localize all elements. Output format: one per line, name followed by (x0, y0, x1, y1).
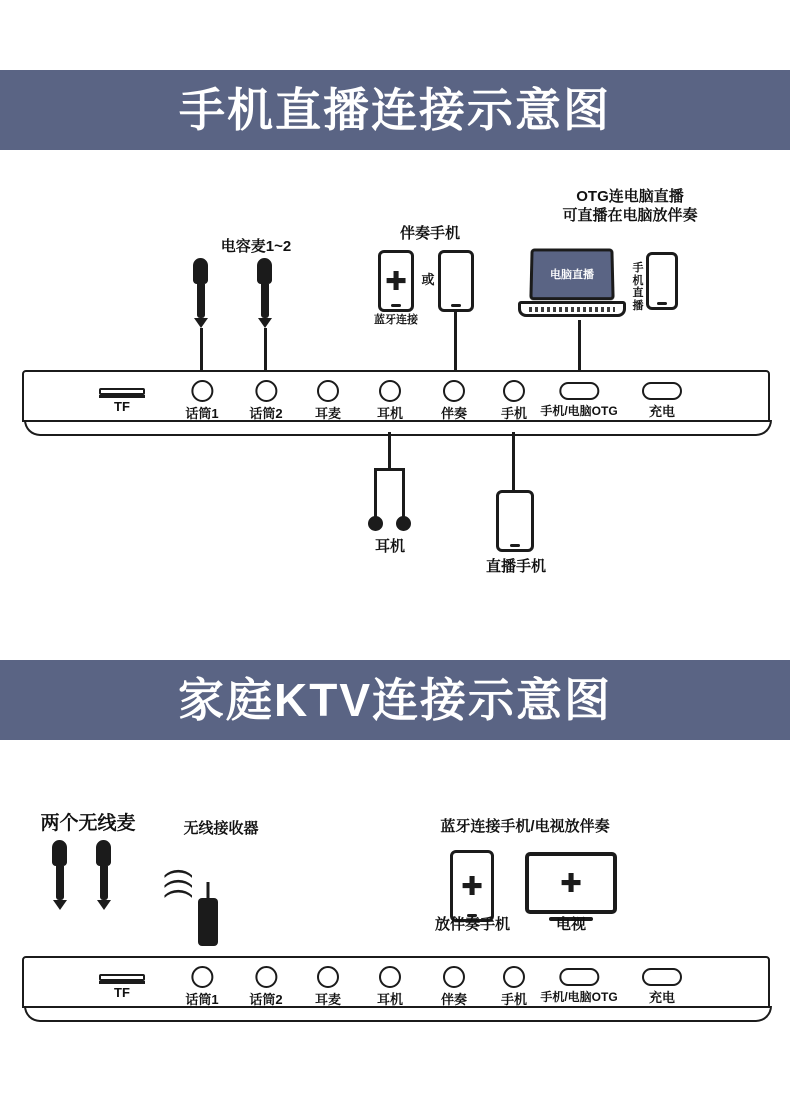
earbud-left (368, 516, 383, 531)
port-mic2-2[interactable] (249, 966, 282, 1006)
wireless-mic-2 (96, 840, 111, 910)
live-phone (496, 490, 534, 552)
label-live-phone: 直播手机 (485, 558, 546, 575)
port-headset-1[interactable] (315, 380, 341, 420)
port-label-headset-2: 耳麦 (314, 992, 342, 1007)
port-label-headset-1: 耳麦 (314, 406, 342, 421)
port-label-mic2-1: 话筒2 (249, 406, 283, 421)
port-label-mic1-1: 话筒1 (185, 406, 219, 421)
port-label-charge-1: 充电 (648, 404, 675, 419)
condenser-mic-2 (257, 258, 272, 328)
label-bluetooth-tv-note: 蓝牙连接手机/电视放伴奏 (440, 818, 610, 835)
port-charge-2[interactable] (642, 966, 682, 1004)
port-accompaniment-2[interactable] (441, 966, 467, 1006)
port-mic1-2[interactable] (185, 966, 218, 1006)
port-headset-2[interactable] (315, 966, 341, 1006)
port-tf-1[interactable] (99, 380, 145, 413)
bluetooth-icon-2: ✚ (461, 871, 483, 901)
accompaniment-phone (438, 250, 474, 312)
port-otg-2[interactable] (540, 966, 617, 1003)
port-tf-2[interactable] (99, 966, 145, 999)
label-accompaniment-phone: 伴奏手机 (399, 225, 460, 242)
wireless-receiver (198, 898, 218, 946)
port-phone-1[interactable] (501, 380, 527, 420)
port-mic2-1[interactable] (249, 380, 282, 420)
bluetooth-phone (378, 250, 414, 312)
port-label-mic1-2: 话筒1 (185, 992, 219, 1007)
port-label-otg-1: 手机/电脑OTG (540, 404, 618, 418)
wire-earphone-split (374, 468, 405, 471)
port-mic1-1[interactable] (185, 380, 218, 420)
wire-earphone-right (402, 470, 405, 518)
section-2-title: 家庭KTV连接示意图 (178, 674, 612, 726)
port-earphone-2[interactable] (377, 966, 403, 1006)
port-accompaniment-1[interactable] (441, 380, 467, 420)
wire-live-phone (512, 432, 515, 492)
port-charge-1[interactable] (642, 380, 682, 418)
label-wireless-receiver: 无线接收器 (183, 820, 259, 837)
label-earphone-bottom: 耳机 (374, 538, 405, 555)
label-or: 或 (421, 272, 435, 287)
port-phone-2[interactable] (501, 966, 527, 1006)
port-label-otg-2: 手机/电脑OTG (540, 990, 618, 1004)
port-label-accompaniment-2: 伴奏 (440, 992, 468, 1007)
laptop-live (530, 248, 626, 317)
earbud-right (396, 516, 411, 531)
port-label-phone-1: 手机 (500, 406, 528, 421)
bluetooth-icon: ✚ (385, 266, 407, 296)
wireless-mic-1 (52, 840, 67, 910)
device-panel-1 (22, 370, 770, 438)
label-otg-note-line1: OTG连电脑直播 (576, 188, 684, 205)
label-phone-side: 手 机 直 播 (632, 262, 644, 312)
label-tv: 电视 (555, 916, 586, 933)
label-accompaniment-phone-2: 放伴奏手机 (434, 916, 510, 933)
section-2-banner (0, 660, 790, 740)
wire-earphone-stem (388, 432, 391, 470)
port-label-phone-2: 手机 (500, 992, 528, 1007)
port-otg-1[interactable] (540, 380, 617, 417)
label-otg-note (530, 188, 730, 226)
device-panel-2 (22, 956, 770, 1024)
label-laptop: 电脑直播 (549, 269, 595, 281)
signal-waves-icon: ))) (159, 868, 193, 898)
port-label-tf-2: TF (114, 985, 130, 1000)
label-bluetooth-connect: 蓝牙连接 (374, 314, 418, 326)
port-label-tf-1: TF (114, 399, 130, 414)
label-condenser-mic: 电容麦1~2 (220, 238, 292, 255)
section-1-banner (0, 70, 790, 150)
wire-earphone-left (374, 470, 377, 518)
bluetooth-accompaniment-phone (450, 850, 494, 922)
port-label-mic2-2: 话筒2 (249, 992, 283, 1007)
label-two-wireless-mics: 两个无线麦 (40, 813, 136, 834)
condenser-mic-1 (193, 258, 208, 328)
port-label-accompaniment-1: 伴奏 (440, 406, 468, 421)
section-1-title: 手机直播连接示意图 (179, 84, 611, 136)
side-phone-live (646, 252, 678, 310)
port-label-earphone-1: 耳机 (376, 406, 404, 421)
port-label-charge-2: 充电 (648, 990, 675, 1005)
port-earphone-1[interactable] (377, 380, 403, 420)
bluetooth-icon-tv: ✚ (560, 868, 582, 898)
label-otg-note-line2: 可直播在电脑放伴奏 (562, 206, 698, 224)
port-label-earphone-2: 耳机 (376, 992, 404, 1007)
tv-device (525, 852, 617, 921)
